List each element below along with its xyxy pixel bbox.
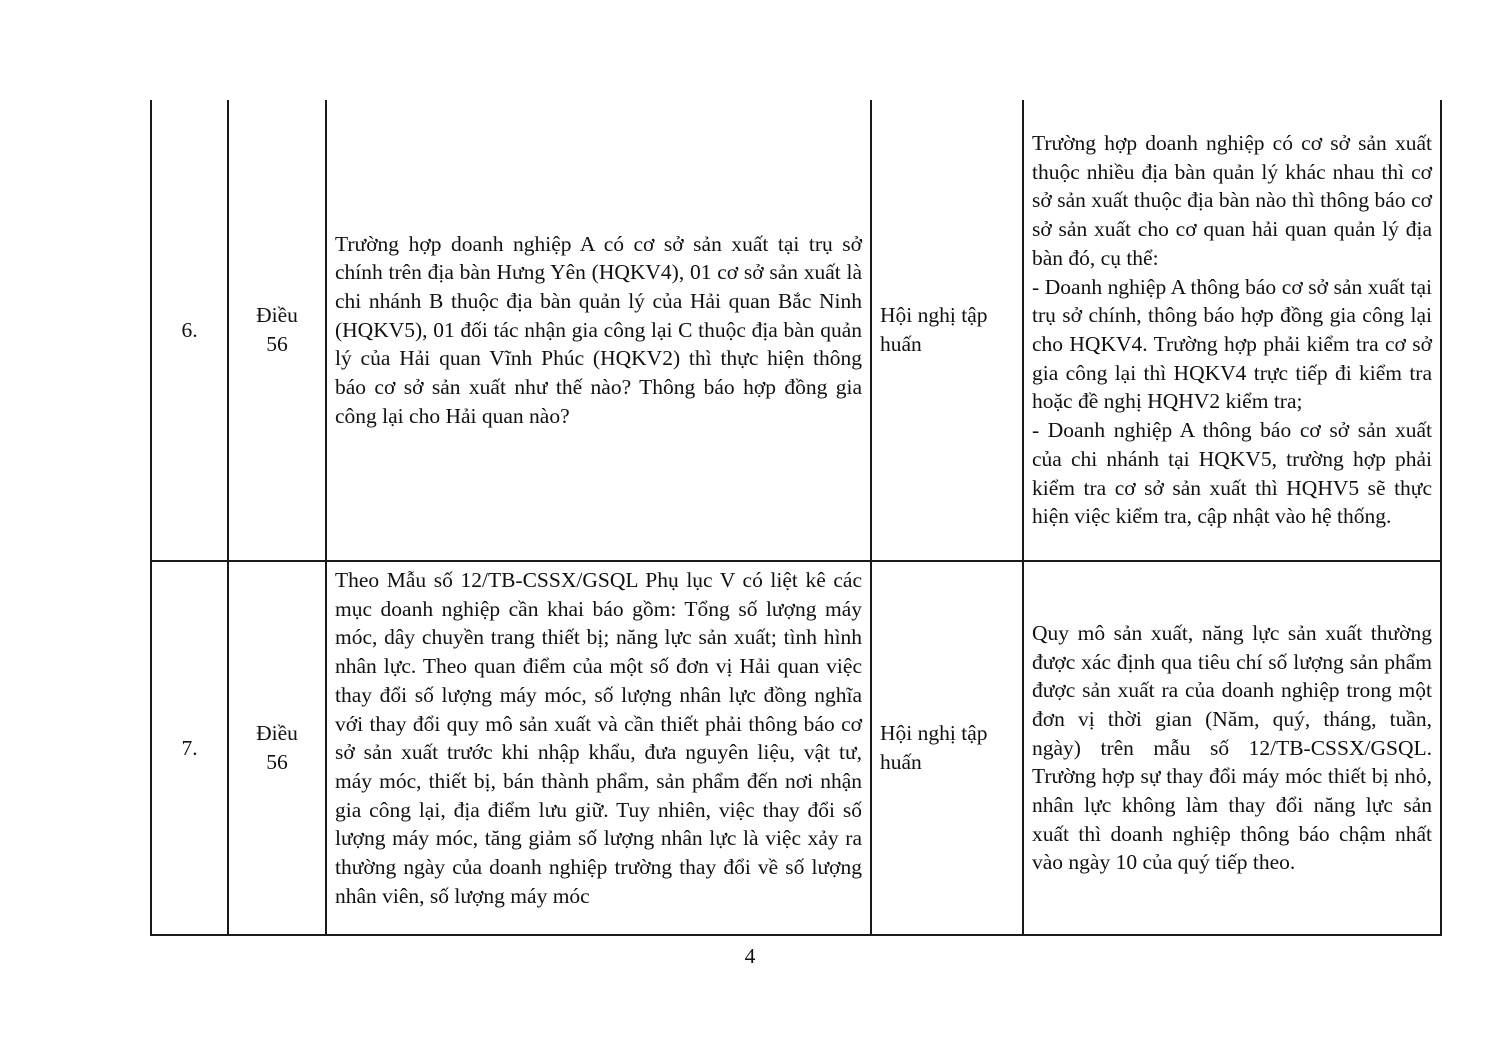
article-label: Điều [256,303,298,328]
row-number-cell [151,561,228,935]
answer-cell [1023,100,1441,561]
article-number: 56 [266,750,288,774]
table-row [151,561,1441,935]
source-line: huấn [880,332,922,356]
source-line: Hội nghị tập [880,721,988,746]
source-cell [871,561,1023,935]
row-number: 6. [181,317,198,342]
row-number-cell [151,100,228,561]
table-row [151,100,1441,561]
question-cell [326,561,871,935]
source-line: Hội nghị tập [880,303,988,328]
answer-cell [1023,561,1441,935]
row-number: 7. [181,735,198,760]
question-text: Theo Mẫu số 12/TB-CSSX/GSQL Phụ lục V có liệt kê các mục doanh nghiệp cần khai báo gồm: Tổng số lượng máy móc, dây chuyền trang thiết bị; năng lực sản xuất; tình hình nhân lực. Theo quan điểm của một số đơn vị Hải quan việc thay đổi số lượng máy móc, số lượng nhân lực đồng nghĩa với thay đổi quy mô sản xuất và cần thiết phải thông báo cơ sở sản xuất trước khi nhập khẩu, đưa nguyên liệu, vật tư, máy móc, thiết bị, bán thành phẩm, sản phẩm đến nơi nhận gia công lại, địa điểm lưu giữ. Tuy nhiên, việc thay đổi số lượng máy móc, tăng giảm số lượng nhân lực là việc xảy ra thường ngày của doanh nghiệp trường thay đổi về số lượng nhân viên, số lượng máy móc [335,568,862,908]
qa-table [150,100,1442,936]
page-number: 4 [744,944,756,968]
answer-paragraph: - Doanh nghiệp A thông báo cơ sở sản xuất của chi nhánh tại HQKV5, trường hợp phải kiểm tra cơ sở sản xuất thì HQHV5 sẽ thực hiện việc kiểm tra, cập nhật vào hệ thống. [1032,418,1432,529]
article-number: 56 [266,332,288,356]
question-text: Trường hợp doanh nghiệp A có cơ sở sản xuất tại trụ sở chính trên địa bàn Hưng Yên (HQKV4), 01 cơ sở sản xuất là chi nhánh B thuộc địa bàn quản lý của Hải quan Bắc Ninh (HQKV5), 01 đối tác nhận gia công lại C thuộc địa bàn quản lý của Hải quan Vĩnh Phúc (HQKV2) thì thực hiện thông báo cơ sở sản xuất như thế nào? Thông báo hợp đồng gia công lại cho Hải quan nào? [335,231,862,428]
answer-paragraph: - Doanh nghiệp A thông báo cơ sở sản xuất tại trụ sở chính, thông báo hợp đồng gia công lại cho HQKV4. Trường hợp phải kiểm tra cơ sở gia công lại thì HQKV4 trực tiếp đi kiểm tra hoặc đề nghị HQHV2 kiểm tra; [1032,274,1432,414]
article-label: Điều [256,721,298,746]
question-cell [326,100,871,561]
source-cell [871,100,1023,561]
answer-paragraph: Trường hợp doanh nghiệp có cơ sở sản xuất thuộc nhiều địa bàn quản lý khác nhau thì cơ sở sản xuất thuộc địa bàn nào thì thông báo cơ sở sản xuất cho cơ quan hải quan quản lý địa bàn đó, cụ thể: [1032,131,1432,270]
article-cell [228,561,326,935]
article-cell [228,100,326,561]
source-line: huấn [880,750,922,774]
answer-paragraph: Quy mô sản xuất, năng lực sản xuất thường được xác định qua tiêu chí số lượng sản phẩm được sản xuất ra của doanh nghiệp trong một đơn vị thời gian (Năm, quý, tháng, tuần, ngày) trên mẫu số 12/TB-CSSX/GSQL. Trường hợp sự thay đổi máy móc thiết bị nhỏ, nhân lực không làm thay đổi năng lực sản xuất thì doanh nghiệp thông báo chậm nhất vào ngày 10 của quý tiếp theo. [1032,620,1432,875]
